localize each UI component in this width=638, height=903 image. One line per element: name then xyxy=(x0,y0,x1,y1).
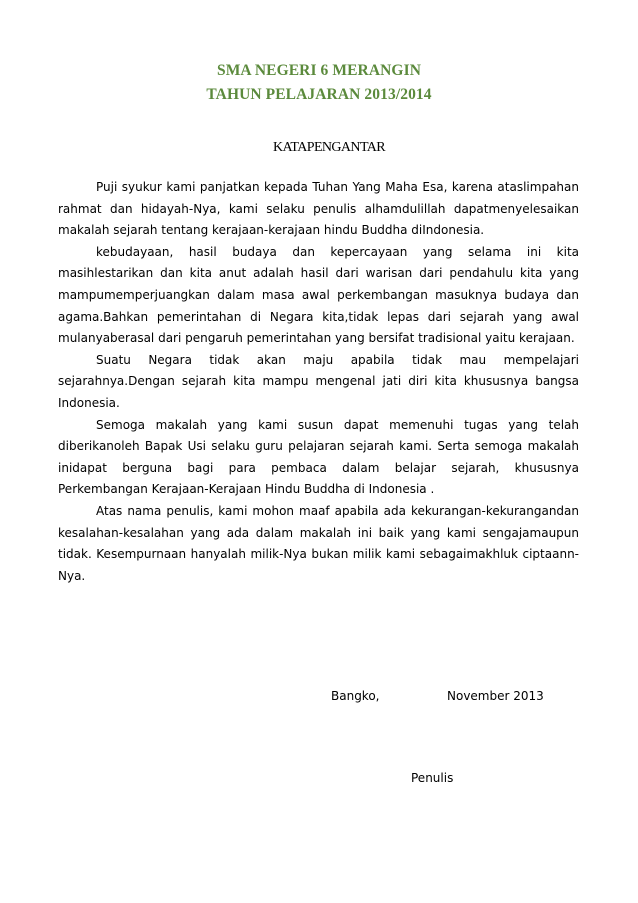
signature-signer: Penulis xyxy=(411,771,454,785)
paragraph-5: Atas nama penulis, kami mohon maaf apabila ada kekurangan-kekurangandan kesalahan-kesalahan yang ada dalam makalah ini baik yang kami sengajamaupun tidak. Kesempurnaan hanyalah milik-Nya bukan milik kami sebagaimakhluk ciptaann-Nya. xyxy=(58,503,579,583)
paragraph-4: Semoga makalah yang kami susun dapat memenuhi tugas yang telah diberikanoleh Bapak Usi selaku guru pelajaran sejarah kami. Serta semoga makalah inidapat berguna bagi para pembaca dalam belajar sejarah, khususnya Perkembangan Kerajaan-Kerajaan Hindu Buddha di Indonesia . xyxy=(58,417,579,497)
signature-place-date xyxy=(331,689,571,703)
school-year-heading: TAHUN PELAJARAN 2013/2014 xyxy=(206,86,432,103)
document-body xyxy=(58,177,579,587)
school-name-heading: SMA NEGERI 6 MERANGIN xyxy=(216,62,422,79)
paragraph-3: Suatu Negara tidak akan maju apabila tidak mau mempelajari sejarahnya.Dengan sejarah kita mampu mengenal jati diri kita khususnya bangsa Indonesia. xyxy=(58,352,579,410)
signature-place: Bangko, xyxy=(331,689,380,703)
document-title: KATAPENGANTAR xyxy=(272,140,386,155)
paragraph-2: kebudayaan, hasil budaya dan kepercayaan yang selama ini kita masihlestarikan dan kita anut adalah hasil dari warisan dari pendahulu kita yang mampumemperjuangkan dalam masa awal perkembangan masuknya budaya dan agama.Bahkan pemerintahan di Negara kita,tidak lepas dari sejarah yang awal mulanyaberasal dari pengaruh pemerintahan yang bersifat tradisional yaitu kerajaan. xyxy=(58,244,579,346)
paragraph-1: Puji syukur kami panjatkan kepada Tuhan Yang Maha Esa, karena ataslimpahan rahmat dan hidayah-Nya, kami selaku penulis alhamdulillah dapatmenyelesaikan makalah sejarah tentang kerajaan-kerajaan hindu Buddha diIndonesia. xyxy=(58,180,579,238)
signature-date: November 2013 xyxy=(447,689,544,703)
